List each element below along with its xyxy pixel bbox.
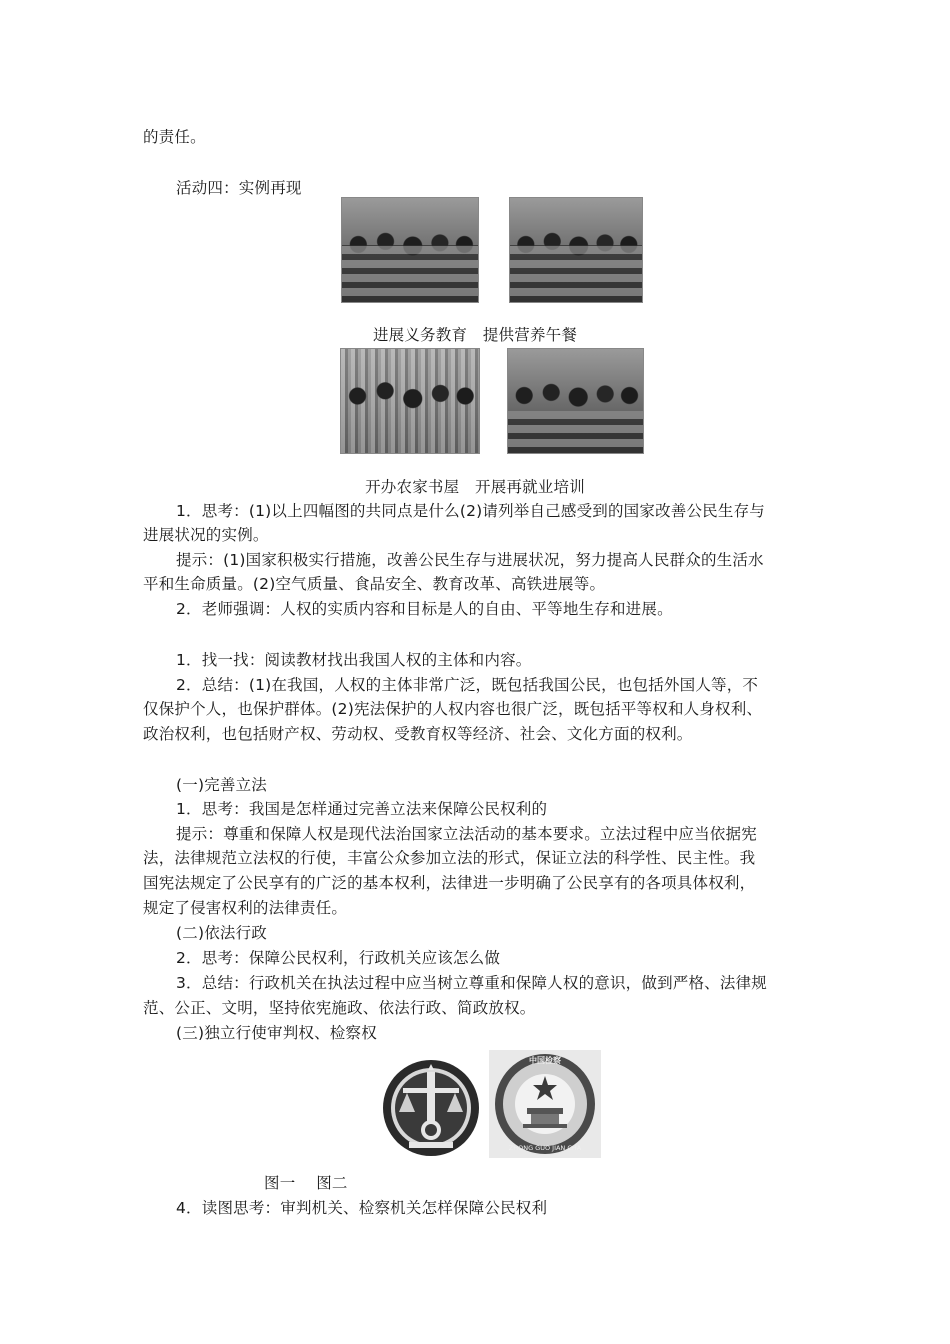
section-heading: (三)独立行使审判权、检察权 — [176, 1024, 377, 1042]
emblem-ring-text: ZHONG GUO JIAN CHA — [508, 1144, 582, 1152]
photo-caption: 开办农家书屋 开展再就业培训 — [365, 478, 585, 496]
photo-caption: 进展义务教育 提供营养午餐 — [372, 326, 578, 344]
section-heading: (二)依法行政 — [176, 924, 267, 942]
paragraph-line: 平和生命质量。(2)空气质量、食品安全、教育改革、高铁进展等。 — [143, 575, 606, 593]
classroom-photo — [341, 197, 479, 303]
paragraph-line: 2．老师强调：人权的实质内容和目标是人的自由、平等地生存和进展。 — [176, 600, 673, 618]
figure-caption: 图一 图二 — [264, 1174, 348, 1192]
paragraph-line: 国宪法规定了公民享有的广泛的基本权利，法律进一步明确了公民享有的各项具体权利， — [143, 874, 756, 892]
paragraph-line: 法，法律规范立法权的行使，丰富公众参加立法的形式，保证立法的科学性、民主性。我 — [143, 849, 756, 867]
paragraph-line: 提示：(1)国家积极实行措施，改善公民生存与进展状况，努力提高人民群众的生活水 — [176, 551, 764, 569]
procuratorate-emblem-icon — [489, 1050, 601, 1158]
paragraph-line: 范、公正、文明，坚持依宪施政、依法行政、简政放权。 — [143, 999, 536, 1017]
court-emblem-icon — [381, 1058, 481, 1158]
paragraph-line: 的责任。 — [143, 128, 206, 146]
paragraph-line: 1．思考：我国是怎样通过完善立法来保障公民权利的 — [176, 800, 548, 818]
paragraph-line: 仅保护个人，也保护群体。(2)宪法保护的人权内容也很广泛，既包括平等权和人身权利、 — [143, 700, 763, 718]
school-lunch-photo — [509, 197, 643, 303]
job-training-photo — [507, 348, 644, 454]
paragraph-line: 提示：尊重和保障人权是现代法治国家立法活动的基本要求。立法过程中应当依据宪 — [176, 825, 757, 843]
paragraph-line: 政治权利，也包括财产权、劳动权、受教育权等经济、社会、文化方面的权利。 — [143, 725, 693, 743]
paragraph-line: 规定了侵害权利的法律责任。 — [143, 899, 348, 917]
emblem-top-text: 中国检察 — [529, 1056, 561, 1065]
paragraph-line: 2．思考：保障公民权利，行政机关应该怎么做 — [176, 949, 501, 967]
section-heading: (一)完善立法 — [176, 776, 267, 794]
activity-heading: 活动四：实例再现 — [176, 179, 302, 197]
paragraph-line: 3．总结：行政机关在执法过程中应当树立尊重和保障人权的意识，做到严格、法律规 — [176, 974, 767, 992]
paragraph-line: 2．总结：(1)在我国，人权的主体非常广泛，既包括我国公民，也包括外国人等，不 — [176, 676, 759, 694]
paragraph-line: 1．找一找：阅读教材找出我国人权的主体和内容。 — [176, 651, 532, 669]
paragraph-line: 进展状况的实例。 — [143, 526, 269, 544]
rural-library-photo — [340, 348, 480, 454]
paragraph-line: 1．思考：(1)以上四幅图的共同点是什么(2)请列举自己感受到的国家改善公民生存与 — [176, 502, 765, 520]
paragraph-line: 4．读图思考：审判机关、检察机关怎样保障公民权利 — [176, 1199, 548, 1217]
